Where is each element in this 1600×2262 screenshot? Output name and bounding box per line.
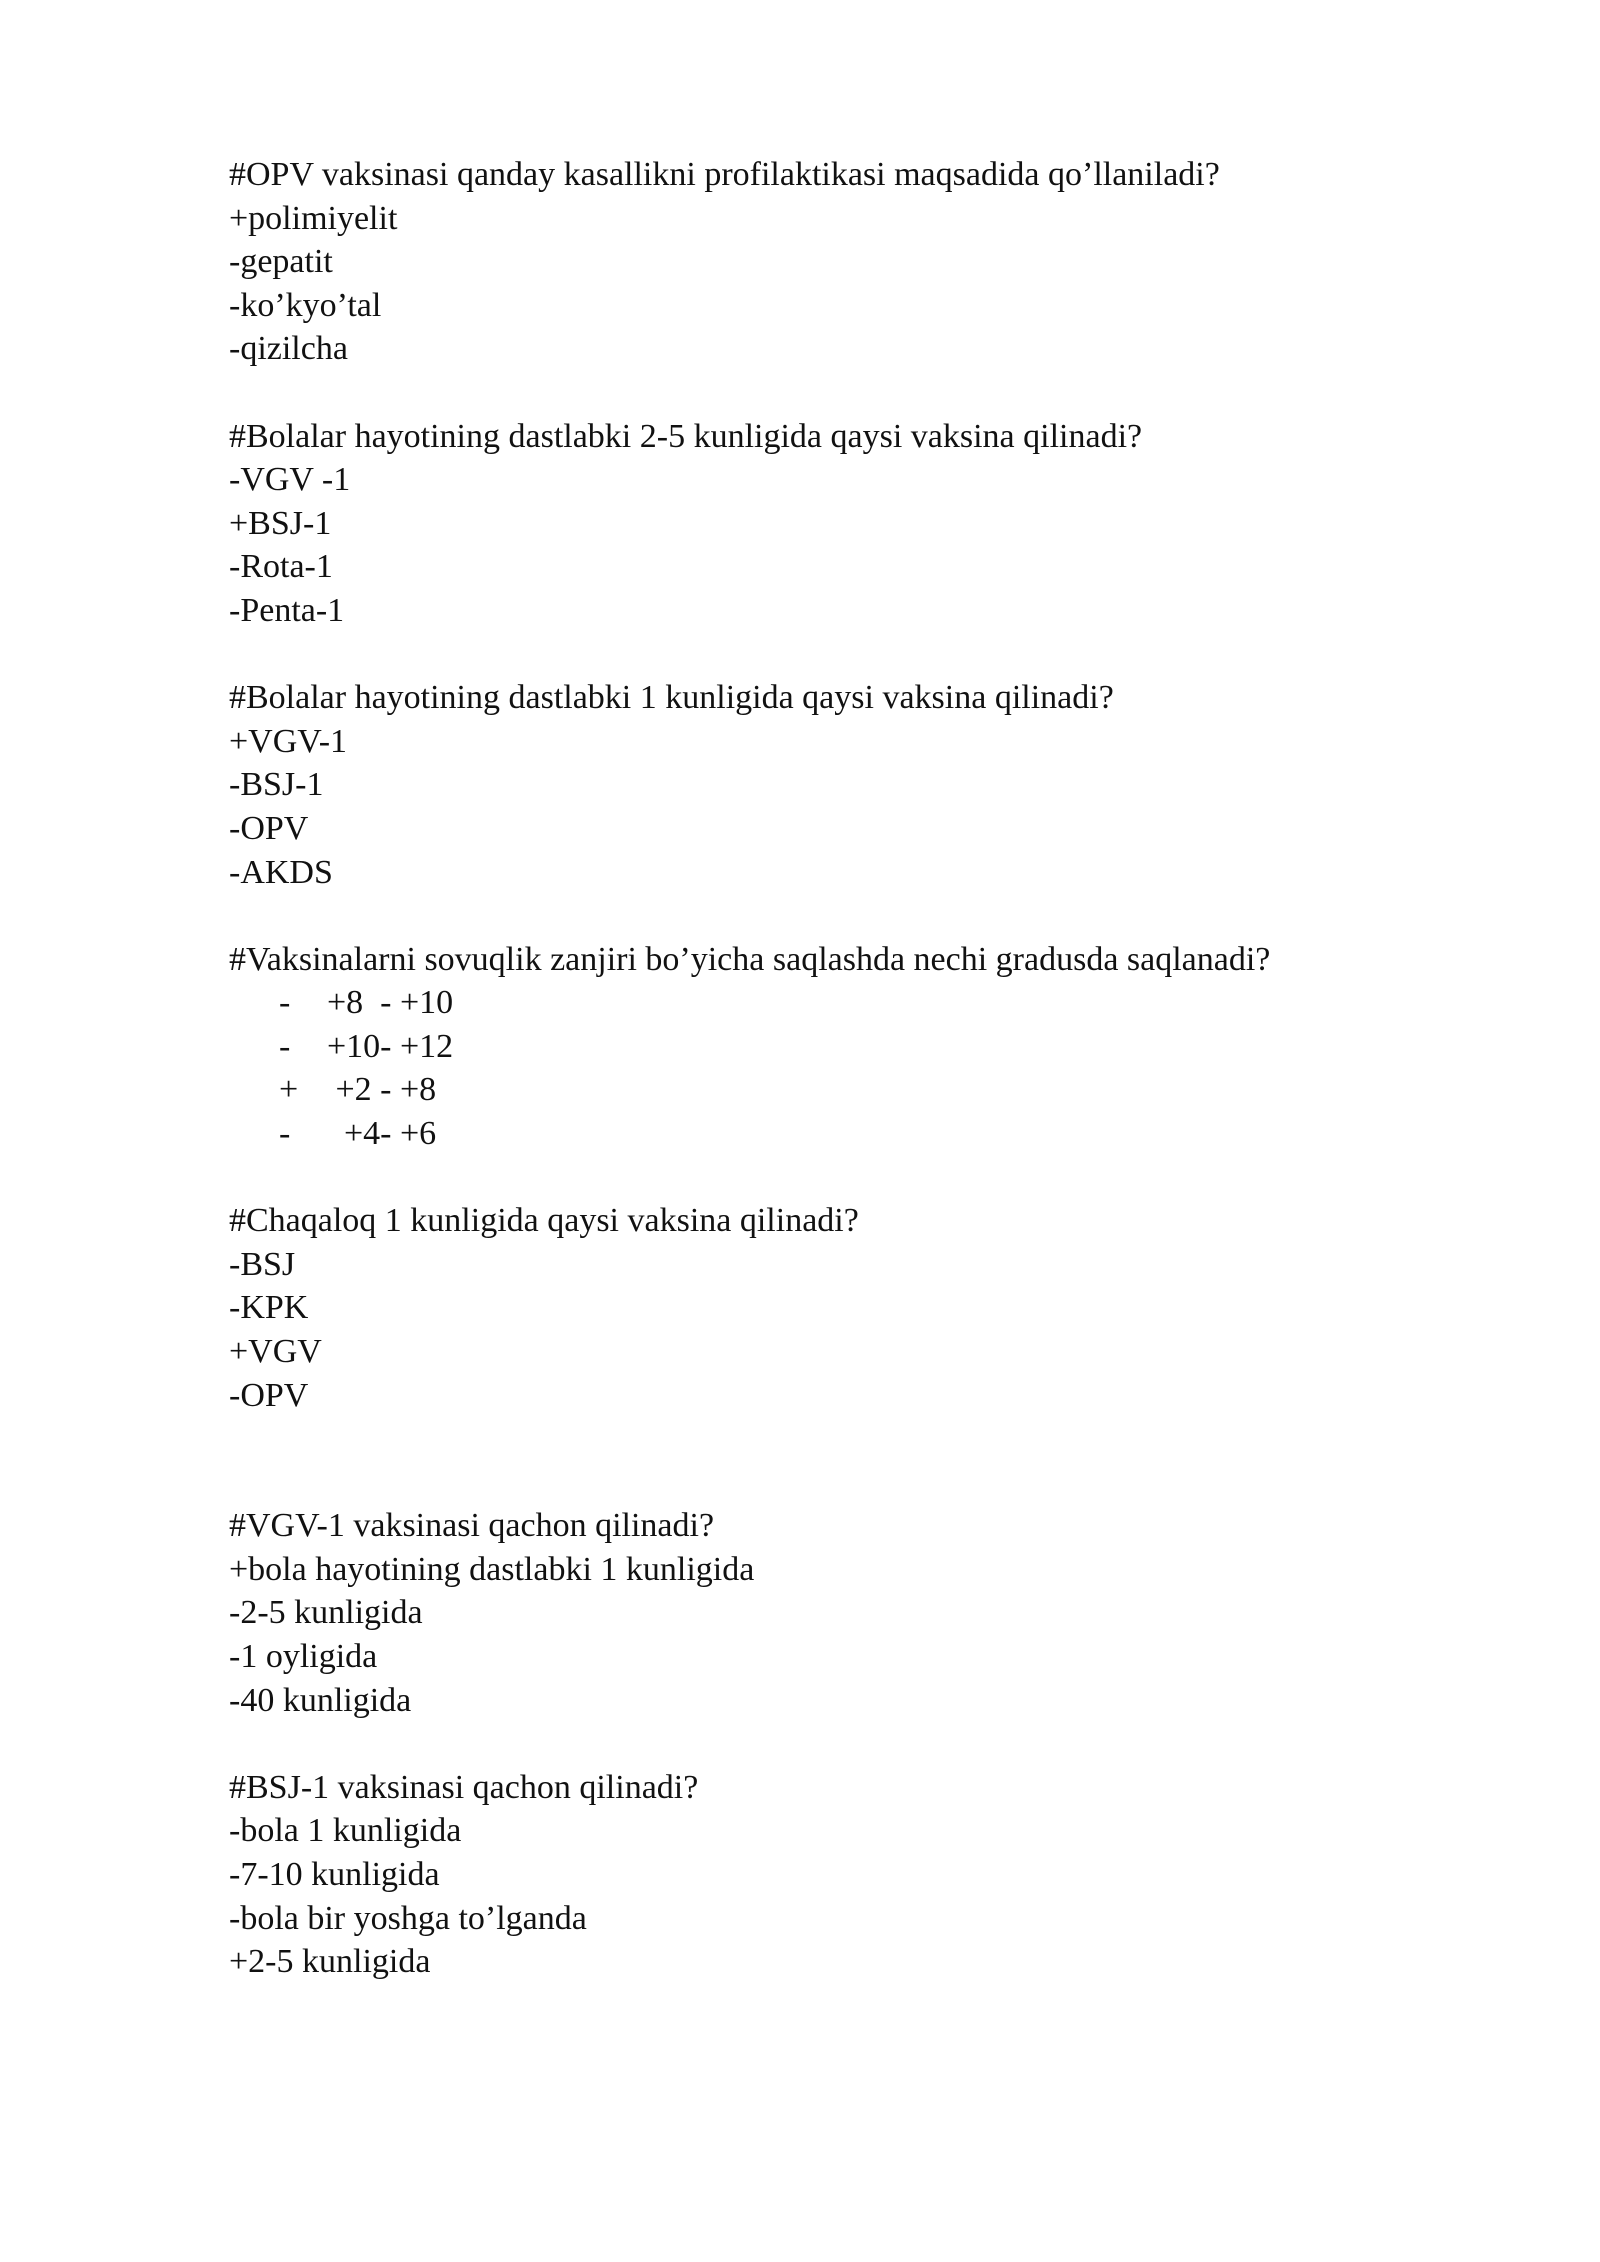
- answer-option: [229, 1068, 1429, 1112]
- option-value: +4- +6: [327, 1115, 437, 1153]
- answer-option: -KPK: [229, 1289, 309, 1327]
- answer-option: -bola bir yoshga to’lganda: [229, 1899, 587, 1937]
- answer-option: +bola hayotining dastlabki 1 kunligida: [229, 1550, 755, 1588]
- option-marker: -: [279, 1115, 291, 1153]
- option-marker: -: [279, 984, 291, 1022]
- document-content: [229, 153, 1429, 1984]
- answer-option: -AKDS: [229, 853, 333, 891]
- blank-line: [229, 1722, 1429, 1766]
- answer-option: +2-5 kunligida: [229, 1943, 431, 1981]
- question-text: #VGV-1 vaksinasi qachon qilinadi?: [229, 1507, 715, 1545]
- answer-option: -OPV: [229, 809, 309, 847]
- answer-option: -Rota-1: [229, 548, 333, 586]
- answer-option: -bola 1 kunligida: [229, 1812, 462, 1850]
- question-block-4: [229, 938, 1429, 1156]
- option-value: +8 - +10: [327, 984, 454, 1022]
- question-text: #OPV vaksinasi qanday kasallikni profilaktikasi maqsadida qo’llaniladi?: [229, 156, 1220, 193]
- answer-option: -1 oyligida: [229, 1638, 378, 1675]
- answer-option: -qizilcha: [229, 330, 348, 368]
- answer-option: +VGV: [229, 1333, 322, 1371]
- answer-option: -VGV -1: [229, 461, 351, 499]
- question-text: #Bolalar hayotining dastlabki 1 kunligida qaysi vaksina qilinadi?: [229, 679, 1114, 717]
- blank-line: [229, 1417, 1429, 1504]
- answer-option: +VGV-1: [229, 722, 348, 760]
- answer-option: [229, 1025, 1429, 1069]
- answer-option: +BSJ-1: [229, 504, 332, 542]
- answer-option: -Penta-1: [229, 591, 345, 629]
- question-text: #Chaqaloq 1 kunligida qaysi vaksina qilinadi?: [229, 1202, 859, 1240]
- question-text: #Vaksinalarni sovuqlik zanjiri bo’yicha saqlashda nechi gradusda saqlanadi?: [229, 940, 1271, 978]
- option-marker: -: [279, 1027, 291, 1065]
- answer-option: -7-10 kunligida: [229, 1855, 440, 1893]
- answer-option: -gepatit: [229, 243, 333, 281]
- answer-option: -2-5 kunligida: [229, 1594, 423, 1632]
- blank-line: [229, 1156, 1429, 1200]
- question-text: #Bolalar hayotining dastlabki 2-5 kunligida qaysi vaksina qilinadi?: [229, 417, 1143, 455]
- answer-option: +polimiyelit: [229, 199, 398, 237]
- question-text: #BSJ-1 vaksinasi qachon qilinadi?: [229, 1768, 699, 1806]
- answer-option: -OPV: [229, 1376, 309, 1414]
- question-block-5: [229, 1199, 1429, 1417]
- question-block-1: [229, 153, 1429, 371]
- answer-option: -BSJ: [229, 1245, 296, 1283]
- option-value: +10- +12: [327, 1027, 454, 1065]
- question-block-2: [229, 415, 1429, 633]
- answer-option: -BSJ-1: [229, 766, 324, 804]
- blank-line: [229, 894, 1429, 938]
- answer-option: [229, 1112, 1429, 1156]
- answer-option: [229, 981, 1429, 1025]
- blank-line: [229, 371, 1429, 415]
- question-block-6: [229, 1504, 1429, 1722]
- question-block-7: [229, 1766, 1429, 1984]
- answer-option: -ko’kyo’tal: [229, 286, 382, 324]
- question-block-3: [229, 676, 1429, 894]
- option-value: +2 - +8: [327, 1071, 437, 1109]
- blank-line: [229, 633, 1429, 677]
- answer-option: -40 kunligida: [229, 1681, 412, 1719]
- option-marker: +: [279, 1071, 299, 1109]
